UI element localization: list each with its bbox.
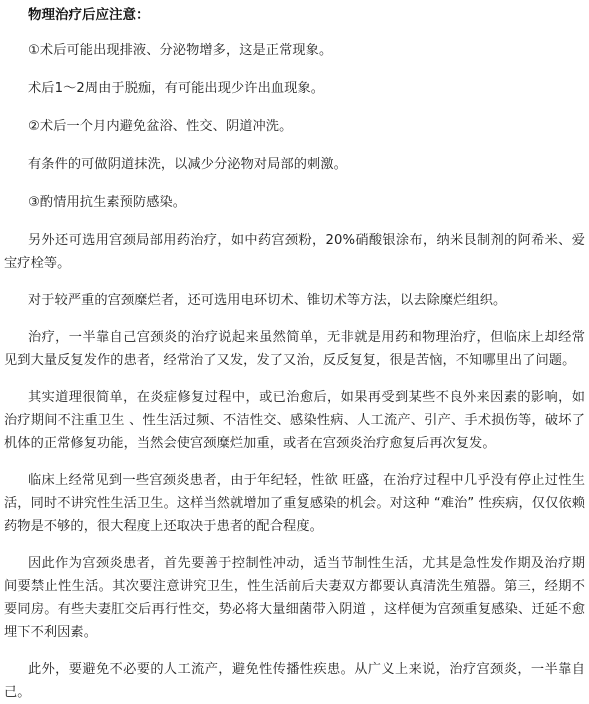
paragraph-note-2: ②术后一个月内避免盆浴、性交、阴道冲洗。 xyxy=(28,119,293,134)
paragraph-patient-advice: 因此作为宫颈炎患者，首先要善于控制性冲动，适当节制性生活，尤其是急性发作期及治疗期间要禁止性生活。其次要注意讲究卫生，性生活前后夫妻双方都要认真清洗生殖器。第三，经期不要同房。有些夫妻肛交后再行性交，势必将大量细菌带入阴道 ，这样便为宫颈重复感染、迁延不愈埋下不利因素。 xyxy=(4,556,585,640)
paragraph-note-2-detail: 有条件的可做阴道抹洗，以减少分泌物对局部的刺激。 xyxy=(28,157,347,172)
paragraph-note-1: ①术后可能出现排液、分泌物增多，这是正常现象。 xyxy=(28,43,333,58)
paragraph-note-1-detail: 术后1～2周由于脱痂，有可能出现少许出血现象。 xyxy=(28,81,325,96)
paragraph-conclusion: 此外，要避免不必要的人工流产，避免性传播性疾患。从广义上来说，治疗宫颈炎，一半靠自己。 xyxy=(4,662,585,700)
paragraph-severe-cases: 对于较严重的宫颈糜烂者，还可选用电环切术、锥切术等方法，以去除糜烂组织。 xyxy=(28,293,507,308)
paragraph-treatment-intro: 治疗，一半靠自己宫颈炎的治疗说起来虽然简单，无非就是用药和物理治疗，但临床上却经常见到大量反复发作的患者，经常治了又发，发了又治，反反复复，很是苦恼，不知哪里出了问题。 xyxy=(4,330,585,368)
paragraph-clinical-observation: 临床上经常见到一些宫颈炎患者，由于年纪轻，性欲 旺盛，在治疗过程中几乎没有停止过性生活，同时不讲究性生活卫生。这样当然就增加了重复感染的机会。对这种 “难治” 性疾病，仅仅依赖药物是不够的，很大程度上还取决于患者的配合程度。 xyxy=(4,473,585,534)
paragraph-local-medication: 另外还可选用宫颈局部用药治疗，如中药宫颈粉，20%硝酸银涂布，纳米艮制剂的阿希米、爱宝疗栓等。 xyxy=(4,233,585,271)
paragraph-note-3: ③酌情用抗生素预防感染。 xyxy=(28,195,187,210)
section-heading: 物理治疗后应注意： xyxy=(28,7,150,23)
paragraph-recurrence-causes: 其实道理很简单，在炎症修复过程中，或已治愈后，如果再受到某些不良外来因素的影响，如治疗期间不注重卫生 、性生活过频、不洁性交、感染性病、人工流产、引产、手术损伤等，破坏了机体的正常修复功能，当然会使宫颈糜烂加重，或者在宫颈炎治疗愈复后再次复发。 xyxy=(4,390,585,451)
